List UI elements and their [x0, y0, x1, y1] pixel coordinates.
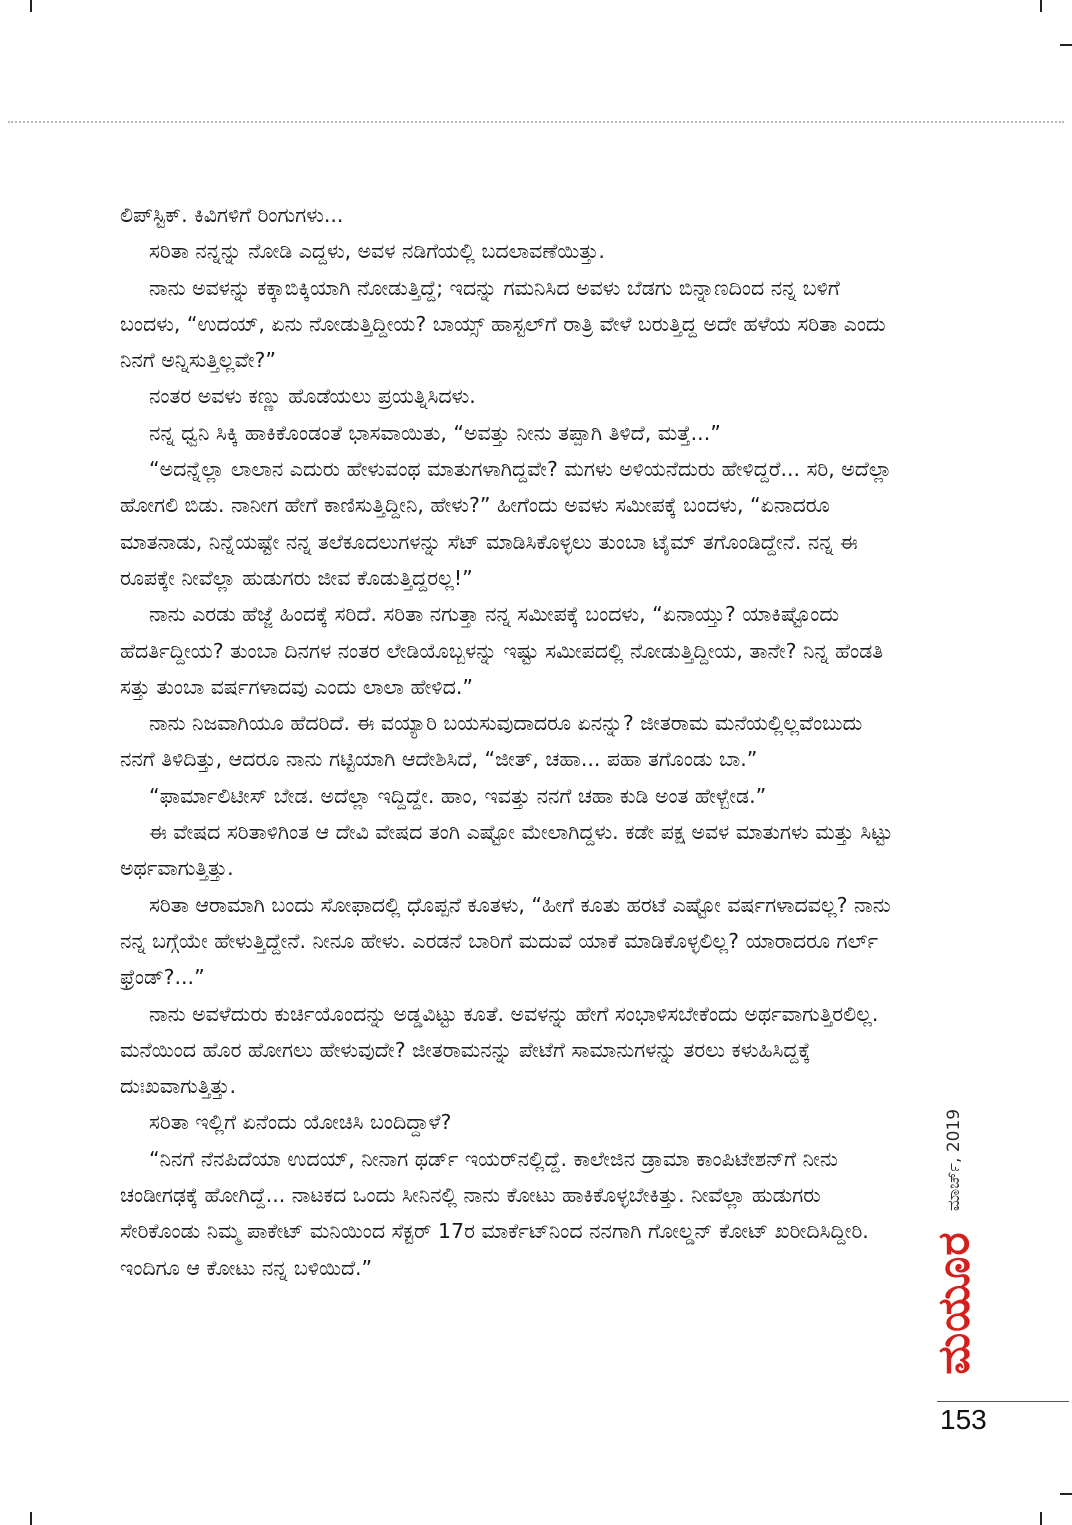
paragraph: ನಾನು ಅವಳೆದುರು ಕುರ್ಚಿಯೊಂದನ್ನು ಅಡ್ಡವಿಟ್ಟು ಕೂತೆ. ಅವಳನ್ನು ಹೇಗೆ ಸಂಭಾಳಿಸಬೇಕೆಂದು ಅರ್ಥವಾಗುತ್ತಿರಲಿಲ್ಲ. ಮನೆಯಿಂದ ಹೊರ ಹೋಗಲು ಹೇಳುವುದೇ? ಜೀತರಾಮನನ್ನು ಪೇಟೆಗೆ ಸಾಮಾನುಗಳನ್ನು ತರಲು ಕಳುಹಿಸಿದ್ದಕ್ಕೆ ದುಃಖವಾಗುತ್ತಿತ್ತು.: [120, 1001, 879, 1099]
paragraph: ನಾನು ಅವಳನ್ನು ಕಕ್ಕಾಬಿಕ್ಕಿಯಾಗಿ ನೋಡುತ್ತಿದ್ದೆ; ಇದನ್ನು ಗಮನಿಸಿದ ಅವಳು ಬೆಡಗು ಬಿನ್ನಾಣದಿಂದ ನನ್ನ ಬಳಿಗೆ ಬಂದಳು, “ಉದಯ್, ಏನು ನೋಡುತ್ತಿದ್ದೀಯ? ಬಾಯ್ಸ್ ಹಾಸ್ಟಲ್‌ಗೆ ರಾತ್ರಿ ವೇಳೆ ಬರುತ್ತಿದ್ದ ಅದೇ ಹಳೆಯ ಸರಿತಾ ಎಂದು ನಿನಗೆ ಅನ್ನಿಸುತ್ತಿಲ್ಲವೇ?”: [120, 275, 886, 373]
issue-date-text: ಮಾರ್ಚ್, 2019: [944, 1108, 964, 1212]
crop-mark-bottom-right: [1040, 1512, 1042, 1525]
crop-mark-top-right: [1040, 0, 1042, 12]
paragraph: ನಾನು ನಿಜವಾಗಿಯೂ ಹೆದರಿದೆ. ಈ ವಯ್ಯಾರಿ ಬಯಸುವುದಾದರೂ ಏನನ್ನು? ಜೀತರಾಮ ಮನೆಯಲ್ಲಿಲ್ಲವೆಂಬುದು ನನಗೆ ತಿಳಿದಿತ್ತು, ಆದರೂ ನಾನು ಗಟ್ಟಿಯಾಗಿ ಆದೇಶಿಸಿದೆ, “ಜೀತ್, ಚಹಾ... ಪಹಾ ತಗೊಂಡು ಬಾ.”: [120, 711, 863, 772]
paragraph: “ಫಾರ್ಮಾಲಿಟೀಸ್ ಬೇಡ. ಅದೆಲ್ಲಾ ಇದ್ದಿದ್ದೇ. ಹಾಂ, ಇವತ್ತು ನನಗೆ ಚಹಾ ಕುಡಿ ಅಂತ ಹೇಳ್ಬೇಡ.”: [149, 783, 767, 808]
magazine-logo: [924, 1225, 984, 1380]
issue-date: [924, 1090, 984, 1230]
paragraph: “ಅದನ್ನೆಲ್ಲಾ ಲಾಲಾನ ಎದುರು ಹೇಳುವಂಥ ಮಾತುಗಳಾಗಿದ್ದವೇ? ಮಗಳು ಅಳಿಯನೆದುರು ಹೇಳಿದ್ದರೆ... ಸರಿ, ಅದೆಲ್ಲಾ ಹೋಗಲಿ ಬಿಡು. ನಾನೀಗ ಹೇಗೆ ಕಾಣಿಸುತ್ತಿದ್ದೀನಿ, ಹೇಳು?” ಹೀಗೆಂದು ಅವಳು ಸಮೀಪಕ್ಕೆ ಬಂದಳು, “ಏನಾದರೂ ಮಾತನಾಡು, ನಿನ್ನೆಯಷ್ಟೇ ನನ್ನ ತಲೆಕೂದಲುಗಳನ್ನು ಸೆಟ್ ಮಾಡಿಸಿಕೊಳ್ಳಲು ತುಂಬಾ ಟೈಮ್ ತಗೊಂಡಿದ್ದೇನೆ. ನನ್ನ ಈ ರೂಪಕ್ಕೇ ನೀವೆಲ್ಲಾ ಹುಡುಗರು ಜೀವ ಕೊಡುತ್ತಿದ್ದರಲ್ಲ!”: [120, 457, 892, 590]
paragraph: ಸರಿತಾ ಆರಾಮಾಗಿ ಬಂದು ಸೋಫಾದಲ್ಲಿ ಧೊಪ್ಪನೆ ಕೂತಳು, “ಹೀಗೆ ಕೂತು ಹರಟೆ ಎಷ್ಟೋ ವರ್ಷಗಳಾದವಲ್ಲ? ನಾನು ನನ್ನ ಬಗ್ಗೆಯೇ ಹೇಳುತ್ತಿದ್ದೇನೆ. ನೀನೂ ಹೇಳು. ಎರಡನೆ ಬಾರಿಗೆ ಮದುವೆ ಯಾಕೆ ಮಾಡಿಕೊಳ್ಳಲಿಲ್ಲ? ಯಾರಾದರೂ ಗರ್ಲ್ ಫ್ರೆಂಡ್?...”: [120, 892, 891, 990]
page-number: 153: [940, 1404, 987, 1435]
paragraph: ಸರಿತಾ ನನ್ನನ್ನು ನೋಡಿ ಎದ್ದಳು, ಅವಳ ನಡಿಗೆಯಲ್ಲಿ ಬದಲಾವಣೆಯಿತ್ತು.: [149, 239, 605, 264]
paragraph: ಈ ವೇಷದ ಸರಿತಾಳಿಗಿಂತ ಆ ದೇವಿ ವೇಷದ ತಂಗಿ ಎಷ್ಟೋ ಮೇಲಾಗಿದ್ದಳು. ಕಡೇ ಪಕ್ಷ ಅವಳ ಮಾತುಗಳು ಮತ್ತು ಸಿಟ್ಟು ಅರ್ಥವಾಗುತ್ತಿತ್ತು.: [120, 820, 893, 881]
header-dotted-rule: [8, 121, 1064, 123]
page-number-rule: [937, 1401, 1069, 1402]
crop-mark-right-upper: [1060, 44, 1072, 46]
magazine-logo-text: ಮಯೂರ: [928, 1230, 980, 1375]
paragraph: “ನಿನಗೆ ನೆನಪಿದೆಯಾ ಉದಯ್, ನೀನಾಗ ಥರ್ಡ್ ಇಯರ್‌ನಲ್ಲಿದ್ದೆ. ಕಾಲೇಜಿನ ಡ್ರಾಮಾ ಕಾಂಪಿಟೇಶನ್‌ಗೆ ನೀನು ಚಂಡೀಗಢಕ್ಕೆ ಹೋಗಿದ್ದೆ... ನಾಟಕದ ಒಂದು ಸೀನಿನಲ್ಲಿ ನಾನು ಕೋಟು ಹಾಕಿಕೊಳ್ಳಬೇಕಿತ್ತು. ನೀವೆಲ್ಲಾ ಹುಡುಗರು ಸೇರಿಕೊಂಡು ನಿಮ್ಮ ಪಾಕೇಟ್ ಮನಿಯಿಂದ ಸೆಕ್ಟರ್ 17ರ ಮಾರ್ಕೆಟ್‌ನಿಂದ ನನಗಾಗಿ ಗೋಲ್ಡನ್ ಕೋಟ್ ಖರೀದಿಸಿದ್ದೀರಿ. ಇಂದಿಗೂ ಆ ಕೋಟು ನನ್ನ ಬಳಿಯಿದೆ.”: [120, 1146, 869, 1280]
paragraph: ನಂತರ ಅವಳು ಕಣ್ಣು ಹೊಡೆಯಲು ಪ್ರಯತ್ನಿಸಿದಳು.: [149, 384, 476, 409]
crop-mark-bottom-left: [30, 1512, 32, 1525]
paragraph: ಸರಿತಾ ಇಲ್ಲಿಗೆ ಏನೆಂದು ಯೋಚಿಸಿ ಬಂದಿದ್ದಾಳೆ?: [149, 1110, 452, 1135]
paragraph: ನಾನು ಎರಡು ಹೆಜ್ಜೆ ಹಿಂದಕ್ಕೆ ಸರಿದೆ. ಸರಿತಾ ನಗುತ್ತಾ ನನ್ನ ಸಮೀಪಕ್ಕೆ ಬಂದಳು, “ಏನಾಯ್ತು? ಯಾಕಿಷ್ಟೊಂದು ಹೆದರ್ತಿದ್ದೀಯ? ತುಂಬಾ ದಿನಗಳ ನಂತರ ಲೇಡಿಯೊಬ್ಬಳನ್ನು ಇಷ್ಟು ಸಮೀಪದಲ್ಲಿ ನೋಡುತ್ತಿದ್ದೀಯ, ತಾನೇ? ನಿನ್ನ ಹೆಂಡತಿ ಸತ್ತು ತುಂಬಾ ವರ್ಷಗಳಾದವು ಎಂದು ಲಾಲಾ ಹೇಳಿದ.”: [120, 602, 884, 699]
paragraph: ನನ್ನ ಧ್ವನಿ ಸಿಕ್ಕಿ ಹಾಕಿಕೊಂಡಂತೆ ಭಾಸವಾಯಿತು, “ಅವತ್ತು ನೀನು ತಪ್ಪಾಗಿ ತಿಳಿದೆ, ಮತ್ತೆ...”: [149, 420, 721, 445]
article-body: [120, 197, 900, 1286]
crop-mark-right-lower: [1060, 1493, 1072, 1495]
crop-mark-top-left: [30, 0, 32, 12]
paragraph: ಲಿಪ್‌ಸ್ಟಿಕ್. ಕಿವಿಗಳಿಗೆ ರಿಂಗುಗಳು...: [120, 203, 344, 227]
